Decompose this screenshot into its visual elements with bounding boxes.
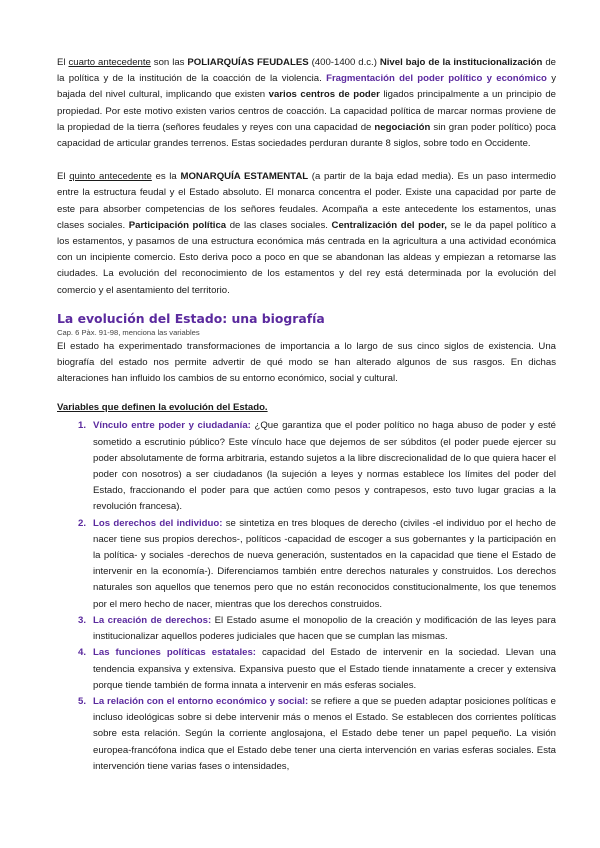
highlight-term: Fragmentación del poder político y económico [326,73,547,85]
list-item [57,645,556,694]
section-title: La evolución del Estado: una biografía [57,310,325,326]
text-run: de las clases sociales. [226,219,332,231]
list-item-text: se sintetiza en tres bloques de derecho (civiles -el individuo por el hecho de nacer tiene sus propios derechos-, políticos -capacidad de escoger a sus gobernantes y la participación en la política- y sociales -derechos de nueva generación, sustentados en la capacidad que tiene el Estado de intervenir en la economía-). Diferenciamos también entre derechos naturales y construidos. Los derechos naturales son aquellos que tenemos pero que no están reconocidos constitucionalmente, los que tenemos por el mero hecho de nacer, mientras que los derechos construidos. [93,517,556,610]
list-number: 2. [78,517,87,529]
text-run: es la [151,171,181,183]
text-run: El [57,57,69,68]
bold-term: POLIARQUÍAS FEUDALES [187,57,309,68]
underlined-term: cuarto antecedente [68,57,151,68]
list-item-title: Las funciones políticas estatales: [93,647,257,659]
list-item [57,694,556,775]
list-number: 5. [78,695,87,707]
bold-term: Centralización del poder, [331,219,447,231]
list-item-title: Vínculo entre poder y ciudadanía: [93,420,251,432]
bold-term: varios centros de poder [268,89,380,101]
list-item-title: Los derechos del individuo: [93,517,223,529]
paragraph-quinto-antecedente [57,169,556,299]
text-run: son las [150,57,188,68]
bold-term: Participación política [128,219,227,231]
variables-list [57,418,556,774]
list-item-title: La relación con el entorno económico y social: [93,695,309,707]
text-run: El [57,171,70,183]
text-run: sin gran poder político) poca capacidad de articular grandes terrenos. Estas sociedades perduran durante 8 siglos, sobre todo en Occidente. [57,121,556,150]
text-run: y bajada del nivel cultural, implicando que existen [57,73,556,101]
list-item-text: se refiere a que se pueden adaptar posiciones políticas e incluso ideológicas sobre si debe intervenir más o menos el Estado. Se establecen dos corrientes políticas sobre esta relación. Según la corriente anglosajona, el Estado debe tener un papel pequeño. La visión europea-francófona indica que el Estado debe tener una cierta intervención en varias esferas sociales. Esta intervención tiene varias fases o intensidades, [93,695,557,772]
text-run: ligados principalmente a un principio de propiedad. Por este motivo existen varios centros de coacción. La capacidad política de marcar normas proviene de la propiedad de la tierra (señores feudales y reyes con una capacidad de [57,89,556,133]
list-item [57,418,556,515]
list-item-text: ¿Que garantiza que el poder político no haga abuso de poder y esté sometido a escrutinio público? Este vínculo hace que dejemos de ser súbditos (el poder puede ejercer su poder absolutamente de forma arbitraria, estando sujetos a la libre discrecionalidad de lo que quiera hacer el poder con nosotros) a ser ciudadanos (la sujeción a leyes y normas establece los límites del poder del Estado, fraccionando el poder para que actúen como pesos y contrapesos, esto tuvo lugar gracias a la revolución francesa). [93,420,557,513]
list-item [57,613,556,645]
paragraph-cuarto-antecedente [57,55,556,152]
list-item-text: capacidad del Estado de intervenir en la sociedad. Llevan una tendencia expansiva y extensiva. Expansiva puesto que el Estado tiende innatamente a crecer y extensiva porque tiende también de forma innata a intervenir en más esferas sociales. [93,647,556,691]
bold-term: negociación [374,121,431,133]
text-run: (a partir de la baja edad media). Es un paso intermedio entre la estructura feudal y el Estado absoluto. El monarca concentra el poder. Existe una capacidad por parte de este para absorber competencias de los señores feudales. Acompaña a este antecedente los estamentos, unas clases sociales. [57,171,556,231]
list-item [57,516,556,613]
section-intro: El estado ha experimentado transformaciones de importancia a lo largo de sus cinco siglos de existencia. Una biografía del estado nos permite advertir de qué modo se han alterado algunos de sus rasgos. En dichas alteraciones han influido los cambios de su entorno económico, social y cultural. [57,340,556,385]
text-run: se le da papel político a los estamentos, y pasamos de una estructura económica más centrada en la agricultura a una actividad económica con un incipiente comercio. Esto deriva poco a poco en que se abandonan las aldeas y empiezan a retomarse las ciudades. La evolución del reconocimiento de los estamentos y del rey está determinada por la evolución del comercio y el asentamiento del territorio. [57,219,556,296]
text-run: de la política y de la institución de la coacción de la violencia. [57,57,557,85]
underlined-term: quinto antecedente [69,171,152,183]
bold-term: MONARQUÍA ESTAMENTAL [180,171,309,183]
list-number: 1. [78,420,87,432]
list-item-text: El Estado asume el monopolio de la creación y modificación de las leyes para institucionalizar aquellos poderes judiciales que hacen que se cumplan las mismas. [93,614,556,643]
list-item-title: La creación de derechos: [93,614,212,626]
text-run: (400-1400 d.c.) [308,57,380,68]
paragraph-spacer [57,152,556,169]
bold-term: Nivel bajo de la institucionalización [379,57,543,68]
variables-heading: Variables que definen la evolución del Estado. [57,402,268,414]
list-number: 3. [78,614,87,626]
section-subtitle: Cap. 6 Pàx. 91-98, menciona las variables [57,327,200,337]
document-body [57,55,556,775]
list-number: 4. [78,647,87,659]
